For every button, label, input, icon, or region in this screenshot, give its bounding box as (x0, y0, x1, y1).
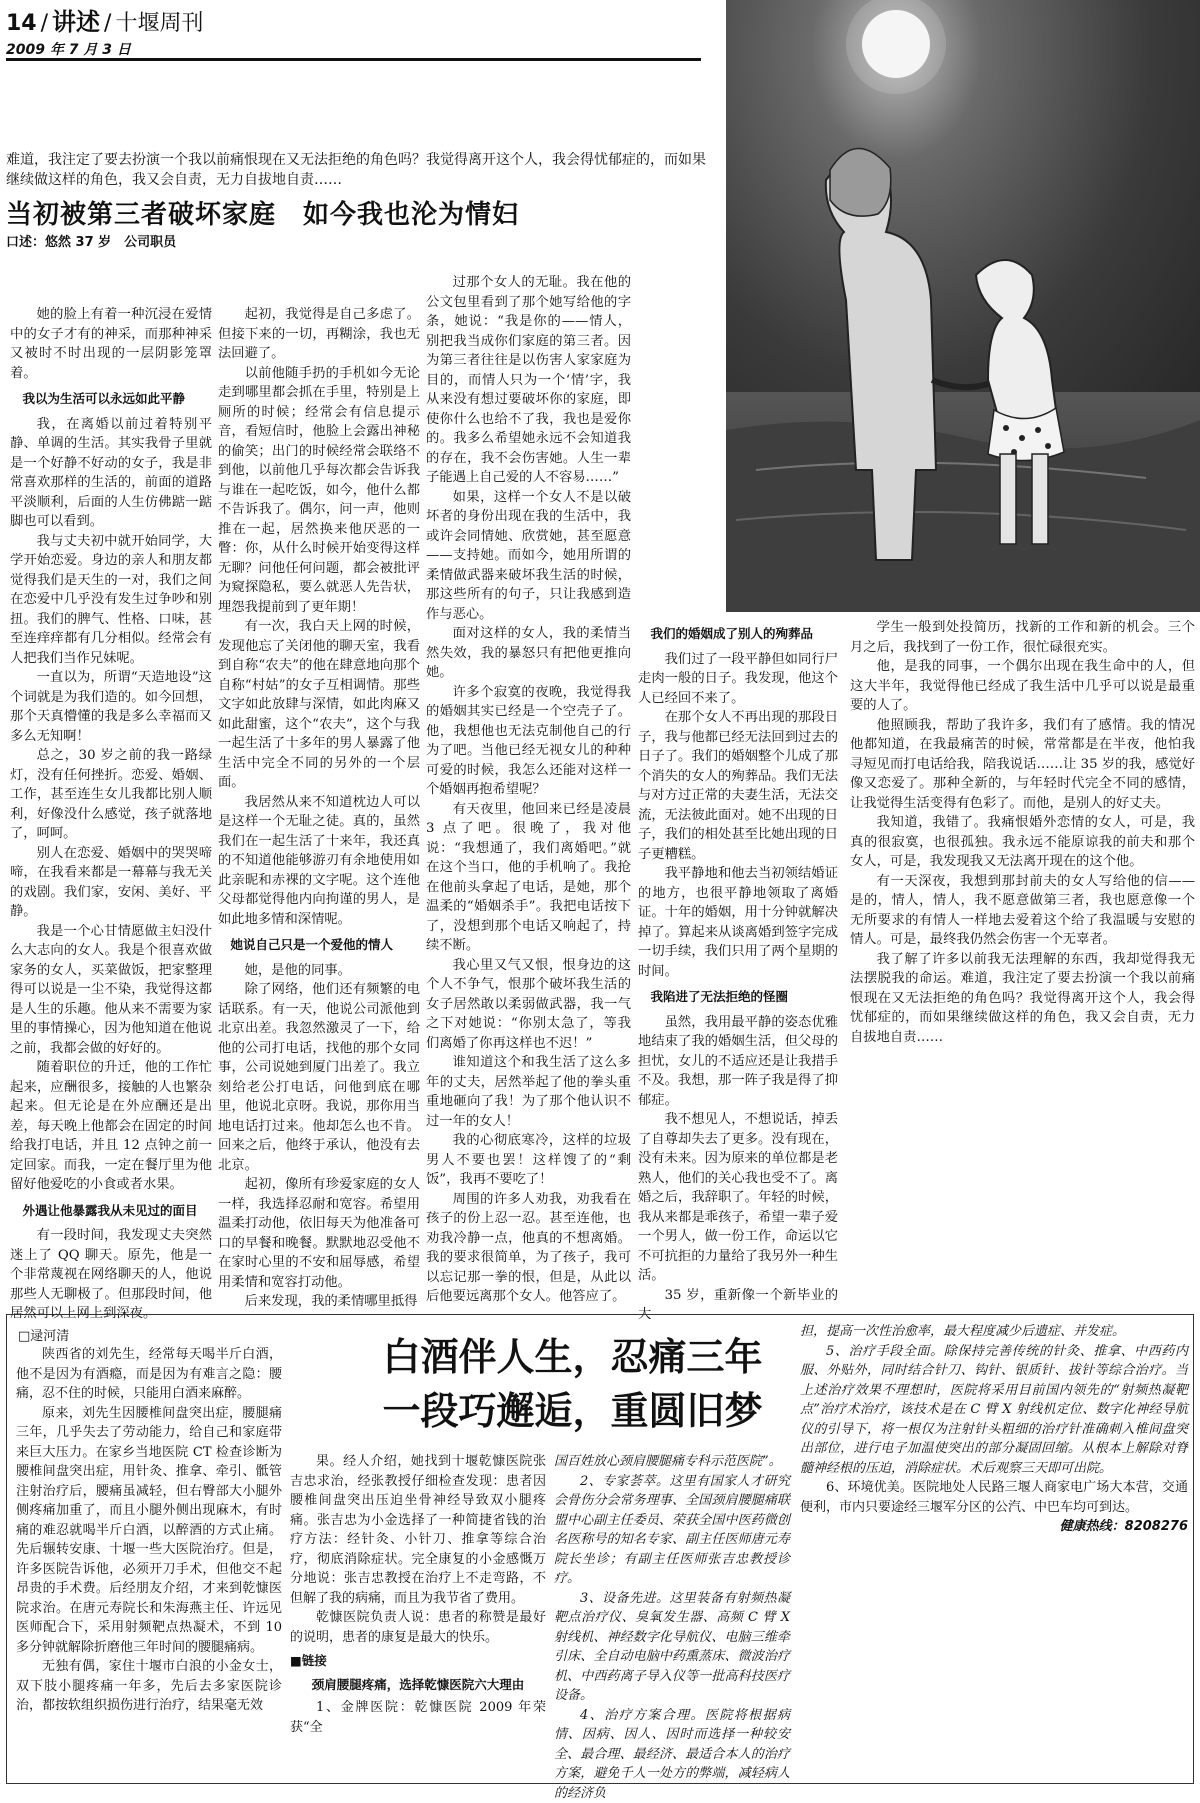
paragraph: 2、专家荟萃。这里有国家人才研究会骨伤分会常务理事、全国颈肩腰腿痛联盟中心副主任委员、荣获全国中医药微创名医称号的知名专家、副主任医师唐元寿院长坐诊；有副主任医师张吉忠教授诊疗。 (554, 1472, 790, 1589)
paragraph: 担，提高一次性治愈率，最大程度减少后遗症、并发症。 (800, 1322, 1188, 1342)
paragraph: 总之，30 岁之前的我一路绿灯，没有任何挫折。恋爱、婚姻、工作，甚至连生女儿我都比别人顺利，好像没什么感觉，孩子就落地了，呵呵。 (10, 746, 212, 844)
paragraph: 乾慷医院负责人说：患者的称赞是最好的说明，患者的康复是最大的快乐。 (290, 1608, 546, 1647)
paragraph: 果。经人介绍，她找到十堰乾慷医院张吉忠求治，经张教授仔细检查发现：患者因腰椎间盘突出压迫坐骨神经导致双小腿疼痛。张吉忠为小金选择了一种简捷省钱的治疗方法：经针灸、小针刀、推拿等综合治疗，彻底消除症状。完全康复的小金感慨万分地说：张吉忠教授在治疗上不走弯路，不但解了我的病痛，而且为我节省了费用。 (290, 1452, 546, 1608)
article-intro: 难道，我注定了要去扮演一个我以前痛恨现在又无法拒绝的角色吗？我觉得离开这个人，我会得忧郁症的，而如果继续做这样的角色，我又会自责，无力自拔地自责…… (6, 150, 718, 190)
advertorial-column-1 (16, 1345, 282, 1777)
issue-date: 2009 年 7 月 3 日 (6, 39, 203, 59)
paragraph: 我了解了许多以前我无法理解的东西，我却觉得我无法摆脱我的命运。难道，我注定了要去扮演一个我以前痛恨现在又无法拒绝的角色吗？我觉得离开这个人，我会得忧郁症的，而如果继续做这样的角色，我又会自责，无力自拔地自责…… (850, 950, 1195, 1048)
paragraph: 4、治疗方案合理。医院将根据病情、因病、因人、因时而选择一种较安全、最合理、最经济、最适合本人的治疗方案，避免千人一处方的弊端，减轻病人的经济负 (554, 1706, 790, 1803)
paragraph: 3、设备先进。这里装备有射频热凝靶点治疗仪、臭氧发生器、高频 C 臂 X 射线机、神经数字化导航仪、电脑三维牵引床、全自动电脑中药熏蒸床、微波治疗机、中西药离子导入仪等一批高科技医疗设备。 (554, 1589, 790, 1706)
paragraph: 有一段时间，我发现丈夫突然迷上了 QQ 聊天。原先，他是一个非常蔑视在网络聊天的人，他说那些人无聊极了。但那段时间，他居然可以上网上到深夜。 (10, 1226, 212, 1324)
paragraph: 我的心彻底寒冷，这样的垃圾男人不要也罢！这样馊了的“剩饭”，我再不要吃了！ (426, 1131, 631, 1190)
paragraph: 他，是我的同事，一个偶尔出现在我生命中的人，但这大半年，我觉得他已经成了我生活中几乎可以说是最重要的人了。 (850, 657, 1195, 716)
advertorial-column-2 (290, 1452, 546, 1778)
paragraph: 我，在离婚以前过着特别平静、单调的生活。其实我骨子里就是一个好静不好动的女子，我是非常喜欢那样的生活的，前面的道路平淡顺利，后面的人生仿佛踮一踮脚也可以看到。 (10, 415, 212, 532)
paragraph: 在那个女人不再出现的那段日子，我与他都已经无法回到过去的日子了。我们的婚姻整个儿成了那个消失的女人的殉葬品。我们无法与对方过正常的夫妻生活，无法交流，无法彼此面对。她不出现的日子，我们的相处甚至比她出现的日子更糟糕。 (638, 708, 838, 864)
paragraph: 我们过了一段平静但如同行尸走肉一般的日子。我发现，他这个人已经回不来了。 (638, 650, 838, 709)
masthead-slash: / (104, 11, 111, 36)
advertorial-title (340, 1330, 805, 1438)
paragraph: 如果，这样一个女人不是以破坏者的身份出现在我的生活中，我或许会同情她、欣赏她，甚至愿意——支持她。而如今，她用所谓的柔情做武器来破坏我生活的时候，那这些所有的句子，只让我感到造作与恶心。 (426, 488, 631, 625)
paragraph: 以前他随手扔的手机如今无论走到哪里都会抓在手里，特别是上厕所的时候；经常会有信息提示音，看短信时，他脸上会露出神秘的偷笑；出门的时候经常会联络不到他，以前他几乎每次都会告诉我与谁在一起吃饭，如今，他什么都不告诉我了。偶尔，问一声，他则推在一起，居然换来他厌恶的一瞥：你，从什么时候开始变得这样无聊？问他任何问题，都会被批评为窥探隐私，要么就恶人先告状，埋怨我提前到了更年期！ (218, 364, 420, 618)
paragraph: 起初，像所有珍爱家庭的女人一样，我选择忍耐和宽容。希望用温柔打动他，依旧每天为他准备可口的早餐和晚餐。默默地忍受他不在家时心里的不安和屈辱感，希望用柔情和宽容打动他。 (218, 1175, 420, 1292)
paragraph: 有一次，我白天上网的时候，发现他忘了关闭他的聊天室，我看到自称“农夫”的他在肆意地向那个自称“村姑”的女子互相调情。那些文字如此放肆与深情，如此肉麻又如此甜蜜，这个“农夫”，这个与我一起生活了十多年的男人暴露了他生活中完全不同的另外的一个层面。 (218, 617, 420, 793)
paragraph: 我是一个心甘情愿做主妇没什么大志向的女人。我是个很喜欢做家务的女人，买菜做饭，把家整理得可以说是一尘不染，我觉得这都是人生的乐趣。他从来不需要为家里的事情操心，因为他知道在他说之前，我都会做的好好的。 (10, 922, 212, 1059)
article-column-1 (10, 305, 212, 1307)
health-hotline: 健康热线：8208276 (800, 1517, 1188, 1537)
link-label: ■链接 (290, 1651, 546, 1671)
masthead (6, 2, 203, 59)
paragraph: 后来发现，我的柔情哪里抵得 (218, 1292, 420, 1312)
paragraph: 学生一般到处投简历，找新的工作和新的机会。三个月之后，我找到了一份工作，很忙碌很充实。 (850, 618, 1195, 657)
page-number: 14 (6, 11, 37, 36)
subheading: 我以为生活可以永远如此平静 (10, 389, 212, 409)
paragraph: 1、金牌医院：乾慷医院 2009 年荣获“全 (290, 1698, 546, 1737)
paragraph: 一直以为，所谓“天造地设”这个词就是为我们造的。如今回想，那个天真懵懂的我是多么幸福而又多么无知啊！ (10, 668, 212, 746)
paragraph: 随着职位的升迁，他的工作忙起来，应酬很多，接触的人也繁杂起来。但无论是在外应酬还是出差，每天晚上他都会在固定的时间给我打电话，并且 12 点钟之前一定回家。而我，一定在餐厅里为他留好他爱吃的小食或者水果。 (10, 1058, 212, 1195)
paragraph: 她，是他的同事。 (218, 961, 420, 981)
paragraph: 许多个寂寞的夜晚，我觉得我的婚姻其实已经是一个空壳子了。他，我想他也无法克制他自己的行为了吧。当他已经无视女儿的种种可爱的时候，我怎么还能对这样一个婚姻再抱希望呢？ (426, 683, 631, 800)
paragraph: 我不想见人，不想说话，掉丢了自尊却失去了更多。没有现在，没有未来。因为原来的单位都是老熟人，他们的关心我也受不了。离婚之后，我辞职了。年轻的时候，我从来都是乖孩子，希望一辈子爱一个男人，做一份工作，命运以它不可抗拒的力量给了我另外一种生活。 (638, 1110, 838, 1286)
article-column-3 (426, 273, 631, 1307)
paragraph: 6、环境优美。医院地处人民路三堰人商家电广场大本营，交通便利，市内只要途经三堰军分区的公汽、中巴车均可到达。 (800, 1478, 1188, 1517)
paragraph: 我居然从来不知道枕边人可以是这样一个无耻之徒。真的，虽然我们在一起生活了十来年，我还真的不知道他能够游刃有余地使用如此亲昵和赤裸的文字呢。这个连他父母都觉得他内向拘谨的男人，是如此地多情和深情呢。 (218, 793, 420, 930)
paragraph: 有一天深夜，我想到那封前夫的女人写给他的信——是的，情人，情人，我不愿意做第三者，我也愿意像一个无所要求的有情人一样地去爱着这个给了我温暖与安慰的情人。可是，最终我仍然会伤害一个无辜者。 (850, 872, 1195, 950)
paragraph: 我知道，我错了。我痛恨婚外恋情的女人，可是，我真的很寂寞，也很孤独。我永远不能原谅我的前夫和那个女人，可是，我发现我又无法离开现在的这个他。 (850, 813, 1195, 872)
advertorial-title-line-1: 白酒伴人生，忍痛三年 (340, 1330, 805, 1384)
section-title: 讲述 (52, 2, 100, 37)
paragraph: 我平静地和他去当初领结婚证的地方，也很平静地领取了离婚证。十年的婚姻，用十分钟就解决掉了。算起来从谈离婚到签字完成一切手续，我们只用了两个星期的时间。 (638, 864, 838, 981)
masthead-slash: / (41, 11, 48, 36)
subheading: 我们的婚姻成了别人的殉葬品 (638, 624, 838, 644)
paragraph: 起初，我觉得是自己多虑了。但接下来的一切，再糊涂，我也无法回避了。 (218, 305, 420, 364)
paragraph: 面对这样的女人，我的柔情当然失效，我的暴怒只有把他更推向她。 (426, 624, 631, 683)
advertorial-column-3 (554, 1452, 790, 1778)
subheading: 她说自己只是一个爱他的情人 (218, 935, 420, 955)
article-column-4 (638, 618, 838, 1308)
paragraph: 别人在恋爱、婚姻中的哭哭啼啼，在我看来都是一幕幕与我无关的戏剧。我们家，安闲、美好、平静。 (10, 844, 212, 922)
paragraph: 我心里又气又恨，恨身边的这个人不争气，恨那个破坏我生活的女子居然敢以柔弱做武器，我一气之下对她说：“你别太急了，等我们离婚了你再这样也不迟！” (426, 956, 631, 1054)
paragraph: 除了网络，他们还有频繁的电话联系。有一天，他说公司派他到北京出差。我忽然激灵了一下，给他的公司打电话，找他的那个女同事，公司说她到厦门出差了。我立刻给老公打电话，问他到底在哪里，他说北京呀。我说，那你用当地电话打过来。他却怎么也不肯。回来之后，他终于承认，他没有去北京。 (218, 980, 420, 1175)
article-column-2 (218, 305, 420, 1307)
article-byline: 口述：悠然 37 岁 公司职员 (6, 231, 176, 250)
paragraph: 他照顾我，帮助了我许多，我们有了感情。我的情况他都知道，在我最痛苦的时候，常常都是在半夜，他怕我寻短见而打电话给我，陪我说话……让 35 岁的我，感觉好像又恋爱了。那种全新的，与年轻时代完全不同的感情，让我觉得生活变得有色彩了。而他，是别人的好丈夫。 (850, 716, 1195, 814)
advertorial-column-4 (800, 1322, 1188, 1777)
subheading: 外遇让他暴露我从未见过的面目 (10, 1201, 212, 1221)
paragraph: 我与丈夫初中就开始同学，大学开始恋爱。身边的亲人和朋友都觉得我们是天生的一对，我们之间在恋爱中几乎没有发生过争吵和别扭。我们的脾气、性格、口味，甚至连痒痒都有几分相似。经常会有人把我们当作兄妹呢。 (10, 532, 212, 669)
paragraph: 35 岁，重新像一个新毕业的大 (638, 1286, 838, 1325)
paragraph: 陕西省的刘先生，经常每天喝半斤白酒，他不是因为有酒瘾，而是因为有难言之隐：腰痛，忍不住的时候，只能用白酒来麻醉。 (16, 1345, 282, 1404)
paragraph: 周围的许多人劝我，劝我看在孩子的份上忍一忍。甚至连他，也劝我冷静一点，他真的不想离婚。我的要求很简单，为了孩子，我可以忘记那一拳的恨，但是，从此以后他要远离那个女人。他答应了。 (426, 1190, 631, 1307)
subheading: 我陷进了无法拒绝的怪圈 (638, 987, 838, 1007)
paragraph: 有天夜里，他回来已经是凌晨 3 点了吧。很晚了，我对他说：“我想通了，我们离婚吧。”就在这个当口，他的手机响了。我抢在他前头拿起了电话，是她，那个温柔的“婚姻杀手”。我把电话按下了，没想到那个电话又响起了，持续不断。 (426, 800, 631, 956)
article-headline: 当初被第三者破坏家庭 如今我也沦为情妇 (6, 194, 718, 231)
illustration-couple-moonlight (726, 0, 1200, 612)
link-heading: 颈肩腰腿疼痛，选择乾慷医院六大理由 (290, 1675, 546, 1695)
paragraph: 谁知道这个和我生活了这么多年的丈夫，居然举起了他的拳头重重地砸向了我！为了那个他认识不过一年的女人！ (426, 1053, 631, 1131)
masthead-rule (6, 58, 701, 61)
paragraph: 虽然，我用最平静的姿态优雅地结束了我的婚姻生活，但父母的担忧，女儿的不适应还是让我措手不及。我想，那一阵子我是得了抑郁症。 (638, 1013, 838, 1111)
paragraph: 原来，刘先生因腰椎间盘突出症，腰腿痛三年，几乎失去了劳动能力，给自己和家庭带来巨大压力。在家乡当地医院 CT 检查诊断为腰椎间盘突出症，用针灸、推拿、牵引、骶管注射治疗后，腰痛虽减轻，但右臀部大小腿外侧疼痛加重了，而且小腿外侧出现麻木，有时痛的难忍就喝半斤白酒，以醉酒的方式止痛。先后辗转安康、十堰一些大医院治疗。但是，许多医院告诉他，必须开刀手术，但他交不起昂贵的手术费。后经朋友介绍，才来到乾慷医院求治。在唐元寿院长和朱海燕主任、许远见医师配合下，采用射频靶点热凝术，不到 10 多分钟就解除折磨他三年时间的腰腿痛病。 (16, 1404, 282, 1658)
paragraph: 国百姓放心颈肩腰腿痛专科示范医院”。 (554, 1452, 790, 1472)
advertorial-title-line-2: 一段巧邂逅，重圆旧梦 (340, 1384, 805, 1438)
publication-name: 十堰周刊 (115, 6, 203, 37)
paragraph: 5、治疗手段全面。除保持完善传统的针灸、推拿、中西药内服、外贴外，同时结合针刀、钩针、银质针、拔针等综合治疗。当上述治疗效果不理想时，医院将采用目前国内领先的“射频热凝靶点”治疗术治疗，该技术是在 C 臂 X 射线机定位、数字化神经导航仪的引导下，将一根仅为注射针头粗细的治疗针准确刺入椎间盘突出部位，进行电子加温使突出的部分凝固回缩。从根本上解除对脊髓神经根的压迫，消除症状。术后观察三天即可出院。 (800, 1342, 1188, 1479)
paragraph: 她的脸上有着一种沉浸在爱情中的女子才有的神采，而那种神采又被时不时出现的一层阴影笼罩着。 (10, 305, 212, 383)
paragraph: 过那个女人的无耻。我在他的公文包里看到了那个她写给他的字条，她说：“我是你的——情人，别把我当成你们家庭的第三者。因为第三者往往是以伤害人家家庭为目的，而情人只为一个‘情’字，我从来没有想过要破坏你的家庭，即使你什么也给不了我，我也是爱你的。我多么希望她永远不会知道我的存在，我不会伤害她。人生一辈子能遇上自己爱的人不容易……” (426, 273, 631, 488)
article-column-5 (850, 618, 1195, 1308)
paragraph: 无独有偶，家住十堰市白浪的小金女士，双下肢小腿疼痛一年多，先后去多家医院诊治，都按软组织损伤进行治疗，结果毫无效 (16, 1657, 282, 1716)
advertorial-byline: □逯河清 (18, 1325, 69, 1344)
